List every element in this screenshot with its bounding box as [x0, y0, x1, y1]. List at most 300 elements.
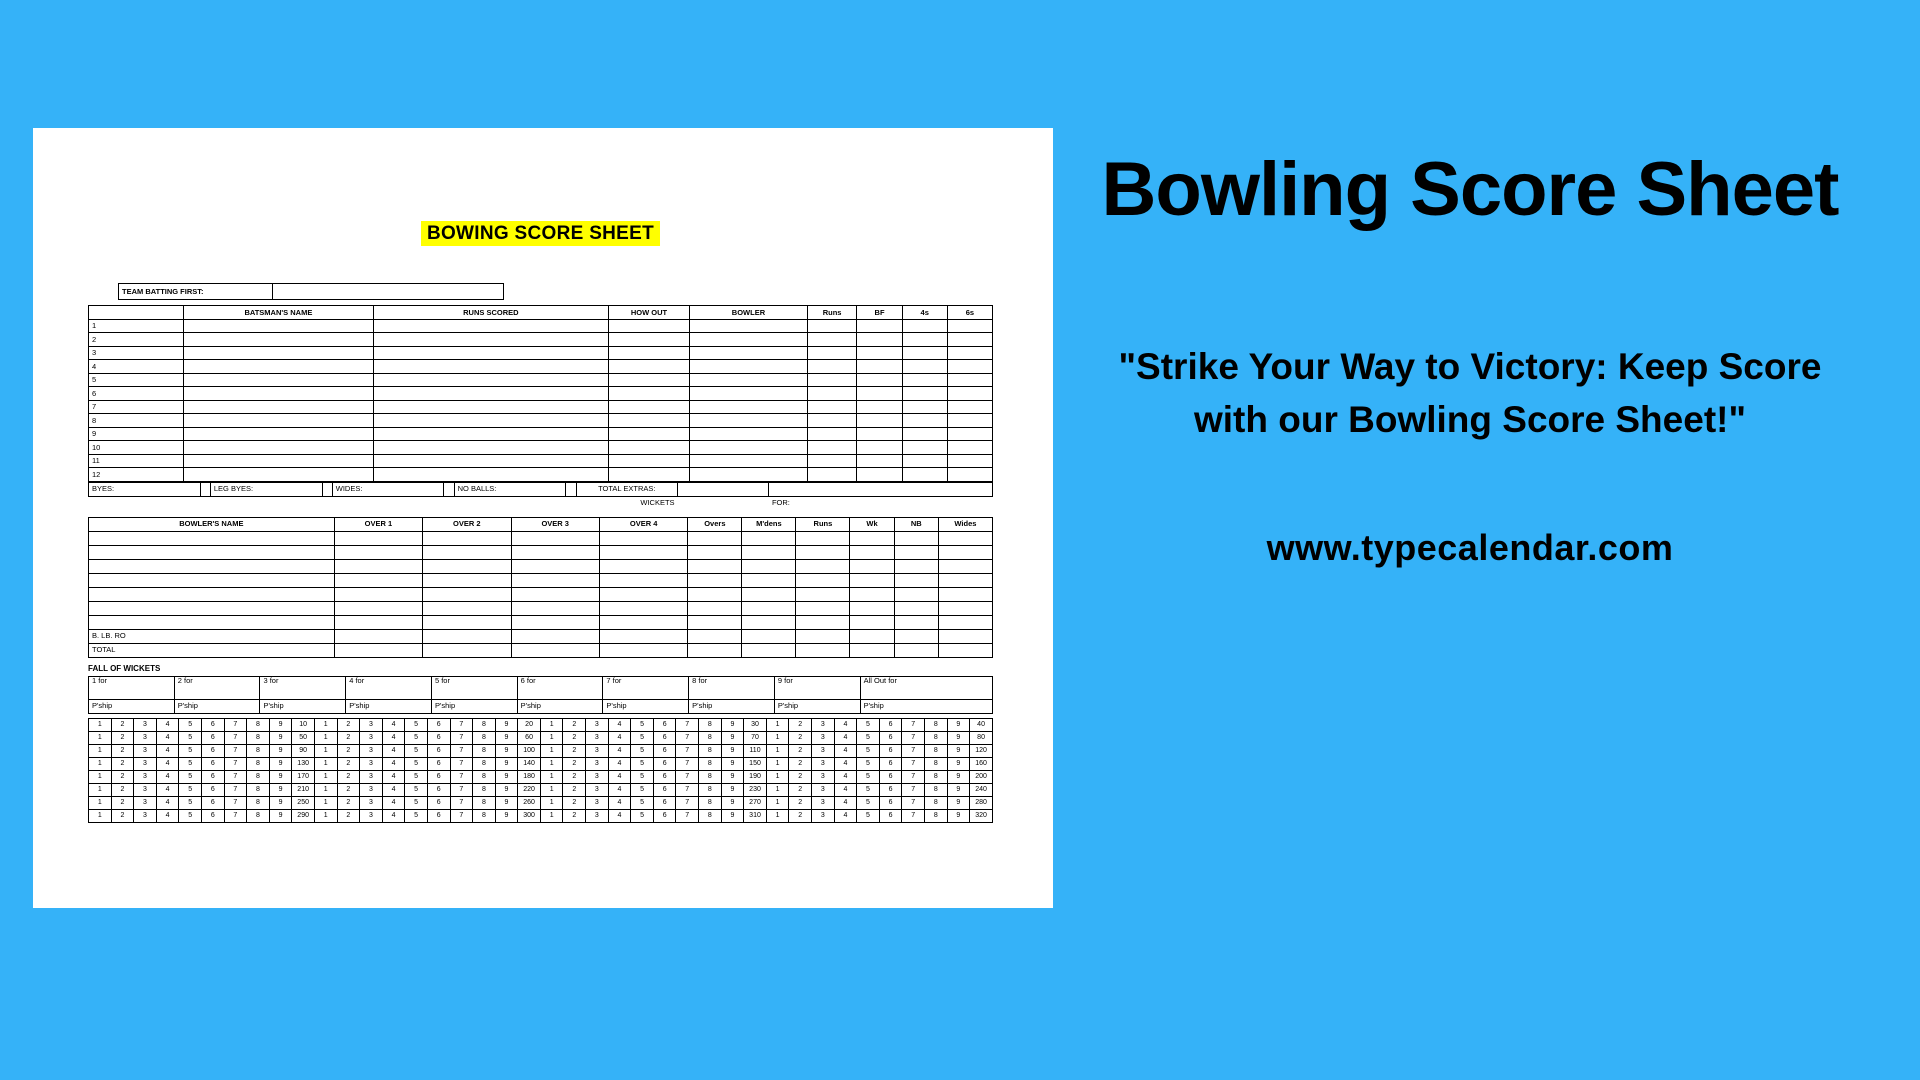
running-total-cell[interactable]: 7 — [676, 796, 699, 809]
running-total-cell[interactable]: 6 — [653, 796, 676, 809]
running-total-cell[interactable]: 3 — [812, 783, 835, 796]
bowler-wk-cell[interactable] — [850, 545, 894, 559]
running-total-cell[interactable]: 4 — [156, 718, 179, 731]
running-total-cell[interactable]: 6 — [201, 731, 224, 744]
fow-cell-all-out[interactable]: All Out for — [860, 676, 992, 699]
running-total-cell[interactable]: 2 — [563, 718, 586, 731]
bowler-over3-cell[interactable] — [511, 615, 599, 629]
running-total-cell[interactable]: 2 — [563, 744, 586, 757]
extras-leg-byes-label[interactable]: LEG BYES: — [210, 482, 322, 496]
running-total-cell[interactable]: 2 — [111, 744, 134, 757]
running-total-cell[interactable]: 7 — [224, 783, 247, 796]
extras-byes-value[interactable] — [200, 482, 210, 496]
running-total-cell[interactable]: 2 — [337, 731, 360, 744]
batting-cell-6s[interactable] — [947, 319, 992, 333]
running-total-cell[interactable]: 9 — [269, 783, 292, 796]
running-total-cell[interactable]: 3 — [812, 718, 835, 731]
batting-cell-bowler[interactable] — [690, 387, 808, 401]
running-total-cell[interactable]: 6 — [879, 770, 902, 783]
bowler-over2-cell[interactable] — [423, 615, 511, 629]
running-total-cell[interactable]: 7 — [450, 757, 473, 770]
fow-cell-1[interactable]: 1 for — [89, 676, 175, 699]
running-total-cell[interactable]: 1 — [314, 783, 337, 796]
bowler-mdens-cell[interactable] — [742, 531, 796, 545]
running-total-cell[interactable]: 9 — [495, 731, 518, 744]
running-total-cell[interactable]: 2 — [789, 783, 812, 796]
running-total-cell[interactable]: 1 — [540, 731, 563, 744]
running-total-cell[interactable]: 4 — [382, 744, 405, 757]
running-total-cell[interactable]: 3 — [586, 757, 609, 770]
batting-cell-runs-scored[interactable] — [373, 468, 608, 482]
running-total-cell[interactable]: 1 — [540, 796, 563, 809]
bowler-wides-cell[interactable] — [938, 559, 992, 573]
running-total-cell[interactable]: 9 — [721, 796, 744, 809]
running-total-cell[interactable]: 3 — [360, 783, 383, 796]
running-total-cell[interactable]: 9 — [947, 757, 970, 770]
running-total-cell[interactable]: 4 — [156, 770, 179, 783]
running-total-cell[interactable]: 3 — [586, 770, 609, 783]
running-total-cell[interactable]: 3 — [360, 757, 383, 770]
running-total-cell[interactable]: 3 — [134, 796, 157, 809]
running-total-cell[interactable]: 2 — [111, 757, 134, 770]
batting-cell-6s[interactable] — [947, 400, 992, 414]
batting-cell-4s[interactable] — [902, 454, 947, 468]
running-total-cell[interactable]: 7 — [450, 731, 473, 744]
running-total-cell[interactable]: 9 — [721, 809, 744, 822]
running-total-cell[interactable]: 2 — [563, 796, 586, 809]
running-total-cell[interactable]: 3 — [134, 731, 157, 744]
batting-cell-6s[interactable] — [947, 387, 992, 401]
running-total-cell[interactable]: 6 — [427, 783, 450, 796]
batting-cell-bowler[interactable] — [690, 414, 808, 428]
running-total-cell[interactable]: 3 — [134, 783, 157, 796]
batting-cell-bowler[interactable] — [690, 454, 808, 468]
batting-cell-runs-scored[interactable] — [373, 387, 608, 401]
batting-cell-4s[interactable] — [902, 468, 947, 482]
bowler-wides-cell[interactable] — [938, 531, 992, 545]
batting-cell-bowler[interactable] — [690, 468, 808, 482]
bowler-runs-cell[interactable] — [796, 615, 850, 629]
running-total-cell[interactable]: 4 — [834, 718, 857, 731]
running-total-cell[interactable]: 9 — [495, 744, 518, 757]
fow-cell-4[interactable]: 4 for — [346, 676, 432, 699]
bowler-overs-cell[interactable] — [688, 545, 742, 559]
running-total-cell[interactable]: 9 — [269, 744, 292, 757]
batting-cell-6s[interactable] — [947, 360, 992, 374]
bowler-wides-cell[interactable] — [938, 615, 992, 629]
bowler-nb-cell[interactable] — [894, 587, 938, 601]
bowler-over2-cell[interactable] — [423, 545, 511, 559]
wickets-value[interactable] — [678, 496, 769, 510]
running-total-cell[interactable]: 9 — [947, 744, 970, 757]
bowling-total-nb[interactable] — [894, 643, 938, 657]
bowler-overs-cell[interactable] — [688, 601, 742, 615]
running-total-cell[interactable]: 7 — [450, 783, 473, 796]
running-total-cell[interactable]: 9 — [269, 809, 292, 822]
batting-cell-name[interactable] — [183, 414, 373, 428]
running-total-cell[interactable]: 4 — [156, 796, 179, 809]
running-total-cell[interactable]: 7 — [902, 757, 925, 770]
batting-cell-6s[interactable] — [947, 441, 992, 455]
bowling-total-over2[interactable] — [423, 643, 511, 657]
running-total-cell[interactable]: 9 — [721, 718, 744, 731]
running-total-cell[interactable]: 9 — [269, 718, 292, 731]
running-total-cell[interactable]: 310 — [744, 809, 767, 822]
running-total-cell[interactable]: 1 — [314, 731, 337, 744]
batting-cell-bowler[interactable] — [690, 400, 808, 414]
running-total-cell[interactable]: 5 — [405, 770, 428, 783]
running-total-cell[interactable]: 1 — [540, 770, 563, 783]
bowler-wk-cell[interactable] — [850, 615, 894, 629]
running-total-cell[interactable]: 9 — [947, 731, 970, 744]
running-total-cell[interactable]: 1 — [89, 757, 112, 770]
running-total-cell[interactable]: 9 — [947, 783, 970, 796]
bowler-name-cell[interactable] — [89, 531, 335, 545]
b-lb-ro-over3[interactable] — [511, 629, 599, 643]
fow-cell-3[interactable]: 3 for — [260, 676, 346, 699]
running-total-cell[interactable]: 1 — [766, 770, 789, 783]
batting-cell-how-out[interactable] — [608, 346, 689, 360]
bowling-total-over4[interactable] — [599, 643, 687, 657]
bowler-nb-cell[interactable] — [894, 531, 938, 545]
bowler-over4-cell[interactable] — [599, 573, 687, 587]
running-total-cell[interactable]: 1 — [540, 744, 563, 757]
batting-cell-runs-scored[interactable] — [373, 414, 608, 428]
running-total-cell[interactable]: 40 — [970, 718, 993, 731]
bowler-over1-cell[interactable] — [334, 587, 422, 601]
running-total-cell[interactable]: 4 — [834, 783, 857, 796]
batting-cell-runs-scored[interactable] — [373, 319, 608, 333]
running-total-cell[interactable]: 4 — [834, 796, 857, 809]
running-total-cell[interactable]: 9 — [947, 718, 970, 731]
running-total-cell[interactable]: 7 — [224, 809, 247, 822]
b-lb-ro-wk[interactable] — [850, 629, 894, 643]
running-total-cell[interactable]: 8 — [699, 809, 722, 822]
running-total-cell[interactable]: 4 — [608, 731, 631, 744]
bowler-mdens-cell[interactable] — [742, 545, 796, 559]
running-total-cell[interactable]: 8 — [473, 718, 496, 731]
batting-cell-bf[interactable] — [857, 333, 902, 347]
batting-cell-bf[interactable] — [857, 387, 902, 401]
bowler-over2-cell[interactable] — [423, 601, 511, 615]
running-total-cell[interactable]: 260 — [518, 796, 541, 809]
bowler-nb-cell[interactable] — [894, 559, 938, 573]
running-total-cell[interactable]: 6 — [879, 757, 902, 770]
batting-cell-6s[interactable] — [947, 333, 992, 347]
batting-cell-bf[interactable] — [857, 454, 902, 468]
running-total-cell[interactable]: 8 — [473, 796, 496, 809]
running-total-cell[interactable]: 1 — [314, 744, 337, 757]
batting-cell-4s[interactable] — [902, 373, 947, 387]
batting-cell-4s[interactable] — [902, 319, 947, 333]
batting-cell-name[interactable] — [183, 454, 373, 468]
running-total-cell[interactable]: 4 — [608, 718, 631, 731]
batting-cell-6s[interactable] — [947, 468, 992, 482]
extras-no-balls-value[interactable] — [566, 482, 576, 496]
running-total-cell[interactable]: 6 — [427, 744, 450, 757]
bowler-over3-cell[interactable] — [511, 531, 599, 545]
running-total-cell[interactable]: 4 — [382, 718, 405, 731]
running-total-cell[interactable]: 2 — [337, 757, 360, 770]
running-total-cell[interactable]: 8 — [699, 731, 722, 744]
pship-cell-2[interactable]: P'ship — [174, 699, 260, 713]
running-total-cell[interactable]: 6 — [427, 809, 450, 822]
running-total-cell[interactable]: 2 — [789, 809, 812, 822]
running-total-cell[interactable]: 30 — [744, 718, 767, 731]
batting-cell-4s[interactable] — [902, 346, 947, 360]
batting-cell-runs-scored[interactable] — [373, 454, 608, 468]
running-total-cell[interactable]: 2 — [337, 796, 360, 809]
running-total-cell[interactable]: 2 — [111, 783, 134, 796]
bowler-over3-cell[interactable] — [511, 601, 599, 615]
batting-cell-runs[interactable] — [807, 468, 857, 482]
running-total-cell[interactable]: 1 — [89, 718, 112, 731]
running-total-cell[interactable]: 4 — [608, 744, 631, 757]
batting-cell-4s[interactable] — [902, 400, 947, 414]
extras-byes-label[interactable]: BYES: — [89, 482, 201, 496]
bowler-over1-cell[interactable] — [334, 545, 422, 559]
running-total-cell[interactable]: 7 — [902, 744, 925, 757]
b-lb-ro-over2[interactable] — [423, 629, 511, 643]
running-total-cell[interactable]: 2 — [789, 757, 812, 770]
batting-cell-how-out[interactable] — [608, 373, 689, 387]
running-total-cell[interactable]: 5 — [631, 757, 654, 770]
batting-cell-how-out[interactable] — [608, 360, 689, 374]
bowling-total-mdens[interactable] — [742, 643, 796, 657]
bowler-overs-cell[interactable] — [688, 531, 742, 545]
running-total-cell[interactable]: 6 — [427, 770, 450, 783]
batting-cell-how-out[interactable] — [608, 441, 689, 455]
running-total-cell[interactable]: 8 — [699, 796, 722, 809]
running-total-cell[interactable]: 7 — [676, 731, 699, 744]
running-total-cell[interactable]: 1 — [314, 770, 337, 783]
running-total-cell[interactable]: 1 — [314, 757, 337, 770]
running-total-cell[interactable]: 2 — [789, 731, 812, 744]
pship-cell-7[interactable]: P'ship — [603, 699, 689, 713]
running-total-cell[interactable]: 6 — [653, 731, 676, 744]
running-total-cell[interactable]: 5 — [631, 783, 654, 796]
batting-cell-runs[interactable] — [807, 441, 857, 455]
bowler-nb-cell[interactable] — [894, 601, 938, 615]
batting-cell-6s[interactable] — [947, 414, 992, 428]
batting-cell-4s[interactable] — [902, 441, 947, 455]
running-total-cell[interactable]: 3 — [812, 809, 835, 822]
running-total-cell[interactable]: 5 — [857, 770, 880, 783]
running-total-cell[interactable]: 180 — [518, 770, 541, 783]
fow-cell-6[interactable]: 6 for — [517, 676, 603, 699]
running-total-cell[interactable]: 3 — [360, 718, 383, 731]
running-total-cell[interactable]: 5 — [405, 718, 428, 731]
running-total-cell[interactable]: 9 — [495, 770, 518, 783]
running-total-cell[interactable]: 3 — [360, 770, 383, 783]
batting-cell-how-out[interactable] — [608, 454, 689, 468]
running-total-cell[interactable]: 5 — [405, 783, 428, 796]
pship-cell-1[interactable]: P'ship — [89, 699, 175, 713]
running-total-cell[interactable]: 250 — [292, 796, 315, 809]
running-total-cell[interactable]: 7 — [902, 796, 925, 809]
batting-cell-bf[interactable] — [857, 346, 902, 360]
bowler-name-cell[interactable] — [89, 601, 335, 615]
bowler-over1-cell[interactable] — [334, 573, 422, 587]
running-total-cell[interactable]: 9 — [269, 796, 292, 809]
running-total-cell[interactable]: 20 — [518, 718, 541, 731]
batting-cell-runs-scored[interactable] — [373, 373, 608, 387]
running-total-cell[interactable]: 8 — [699, 770, 722, 783]
bowler-mdens-cell[interactable] — [742, 601, 796, 615]
running-total-cell[interactable]: 150 — [744, 757, 767, 770]
running-total-cell[interactable]: 7 — [676, 809, 699, 822]
bowler-over4-cell[interactable] — [599, 601, 687, 615]
running-total-cell[interactable]: 3 — [134, 718, 157, 731]
running-total-cell[interactable]: 290 — [292, 809, 315, 822]
running-total-cell[interactable]: 160 — [970, 757, 993, 770]
batting-cell-name[interactable] — [183, 400, 373, 414]
running-total-cell[interactable]: 7 — [676, 744, 699, 757]
running-total-cell[interactable]: 7 — [902, 809, 925, 822]
running-total-cell[interactable]: 9 — [721, 731, 744, 744]
pship-cell-10[interactable]: P'ship — [860, 699, 992, 713]
running-total-cell[interactable]: 3 — [586, 783, 609, 796]
running-total-cell[interactable]: 3 — [586, 809, 609, 822]
running-total-cell[interactable]: 2 — [789, 744, 812, 757]
running-total-cell[interactable]: 9 — [495, 757, 518, 770]
running-total-cell[interactable]: 1 — [314, 796, 337, 809]
running-total-cell[interactable]: 5 — [179, 757, 202, 770]
running-total-cell[interactable]: 4 — [156, 809, 179, 822]
running-total-cell[interactable]: 6 — [201, 796, 224, 809]
running-total-cell[interactable]: 7 — [902, 731, 925, 744]
running-total-cell[interactable]: 8 — [699, 718, 722, 731]
running-total-cell[interactable]: 5 — [179, 744, 202, 757]
batting-cell-name[interactable] — [183, 333, 373, 347]
pship-cell-4[interactable]: P'ship — [346, 699, 432, 713]
running-total-cell[interactable]: 6 — [653, 809, 676, 822]
running-total-cell[interactable]: 3 — [586, 731, 609, 744]
running-total-cell[interactable]: 5 — [179, 783, 202, 796]
running-total-cell[interactable]: 6 — [653, 757, 676, 770]
running-total-cell[interactable]: 8 — [247, 770, 270, 783]
bowler-wides-cell[interactable] — [938, 573, 992, 587]
running-total-cell[interactable]: 7 — [902, 770, 925, 783]
running-total-cell[interactable]: 8 — [924, 731, 947, 744]
bowler-over4-cell[interactable] — [599, 587, 687, 601]
running-total-cell[interactable]: 5 — [631, 770, 654, 783]
extras-wides-value[interactable] — [444, 482, 454, 496]
running-total-cell[interactable]: 5 — [405, 731, 428, 744]
running-total-cell[interactable]: 1 — [766, 796, 789, 809]
batting-cell-6s[interactable] — [947, 454, 992, 468]
running-total-cell[interactable]: 200 — [970, 770, 993, 783]
running-total-cell[interactable]: 6 — [879, 718, 902, 731]
bowler-overs-cell[interactable] — [688, 573, 742, 587]
running-total-cell[interactable]: 5 — [179, 770, 202, 783]
b-lb-ro-nb[interactable] — [894, 629, 938, 643]
running-total-cell[interactable]: 3 — [812, 744, 835, 757]
running-total-cell[interactable]: 7 — [224, 718, 247, 731]
bowling-total-wides[interactable] — [938, 643, 992, 657]
running-total-cell[interactable]: 4 — [834, 731, 857, 744]
running-total-cell[interactable]: 2 — [111, 796, 134, 809]
running-total-cell[interactable]: 1 — [89, 770, 112, 783]
running-total-cell[interactable]: 6 — [879, 809, 902, 822]
running-total-cell[interactable]: 6 — [879, 796, 902, 809]
running-total-cell[interactable]: 2 — [563, 731, 586, 744]
bowler-runs-cell[interactable] — [796, 587, 850, 601]
running-total-cell[interactable]: 3 — [812, 796, 835, 809]
running-total-cell[interactable]: 2 — [789, 796, 812, 809]
batting-cell-name[interactable] — [183, 441, 373, 455]
batting-cell-6s[interactable] — [947, 346, 992, 360]
bowler-wk-cell[interactable] — [850, 531, 894, 545]
running-total-cell[interactable]: 5 — [857, 757, 880, 770]
running-total-cell[interactable]: 2 — [337, 809, 360, 822]
batting-cell-6s[interactable] — [947, 373, 992, 387]
batting-cell-name[interactable] — [183, 427, 373, 441]
batting-cell-bowler[interactable] — [690, 346, 808, 360]
running-total-cell[interactable]: 2 — [789, 718, 812, 731]
bowler-over4-cell[interactable] — [599, 559, 687, 573]
batting-cell-4s[interactable] — [902, 427, 947, 441]
batting-cell-runs[interactable] — [807, 387, 857, 401]
running-total-cell[interactable]: 6 — [653, 770, 676, 783]
batting-cell-bf[interactable] — [857, 400, 902, 414]
running-total-cell[interactable]: 3 — [812, 757, 835, 770]
bowler-name-cell[interactable] — [89, 545, 335, 559]
running-total-cell[interactable]: 6 — [201, 770, 224, 783]
running-total-cell[interactable]: 9 — [495, 783, 518, 796]
running-total-cell[interactable]: 7 — [450, 770, 473, 783]
batting-cell-runs-scored[interactable] — [373, 346, 608, 360]
bowler-mdens-cell[interactable] — [742, 587, 796, 601]
running-total-cell[interactable]: 9 — [947, 796, 970, 809]
running-total-cell[interactable]: 6 — [653, 744, 676, 757]
running-total-cell[interactable]: 4 — [382, 757, 405, 770]
bowler-overs-cell[interactable] — [688, 559, 742, 573]
running-total-cell[interactable]: 1 — [89, 731, 112, 744]
bowler-over2-cell[interactable] — [423, 559, 511, 573]
fow-cell-8[interactable]: 8 for — [689, 676, 775, 699]
batting-cell-bf[interactable] — [857, 427, 902, 441]
fow-cell-7[interactable]: 7 for — [603, 676, 689, 699]
bowler-over3-cell[interactable] — [511, 545, 599, 559]
running-total-cell[interactable]: 2 — [337, 718, 360, 731]
running-total-cell[interactable]: 6 — [653, 718, 676, 731]
running-total-cell[interactable]: 10 — [292, 718, 315, 731]
running-total-cell[interactable]: 130 — [292, 757, 315, 770]
running-total-cell[interactable]: 5 — [405, 744, 428, 757]
extras-leg-byes-value[interactable] — [322, 482, 332, 496]
running-total-cell[interactable]: 8 — [473, 770, 496, 783]
batting-cell-name[interactable] — [183, 346, 373, 360]
running-total-cell[interactable]: 5 — [857, 731, 880, 744]
running-total-cell[interactable]: 1 — [89, 783, 112, 796]
bowler-over3-cell[interactable] — [511, 559, 599, 573]
running-total-cell[interactable]: 9 — [495, 718, 518, 731]
batting-cell-how-out[interactable] — [608, 400, 689, 414]
running-total-cell[interactable]: 8 — [924, 796, 947, 809]
batting-cell-runs[interactable] — [807, 319, 857, 333]
batting-cell-how-out[interactable] — [608, 468, 689, 482]
bowler-name-cell[interactable] — [89, 587, 335, 601]
running-total-cell[interactable]: 5 — [631, 731, 654, 744]
bowler-name-cell[interactable] — [89, 573, 335, 587]
running-total-cell[interactable]: 1 — [766, 718, 789, 731]
running-total-cell[interactable]: 210 — [292, 783, 315, 796]
running-total-cell[interactable]: 9 — [269, 731, 292, 744]
running-total-cell[interactable]: 8 — [924, 783, 947, 796]
running-total-cell[interactable]: 1 — [540, 809, 563, 822]
running-total-cell[interactable]: 2 — [337, 744, 360, 757]
